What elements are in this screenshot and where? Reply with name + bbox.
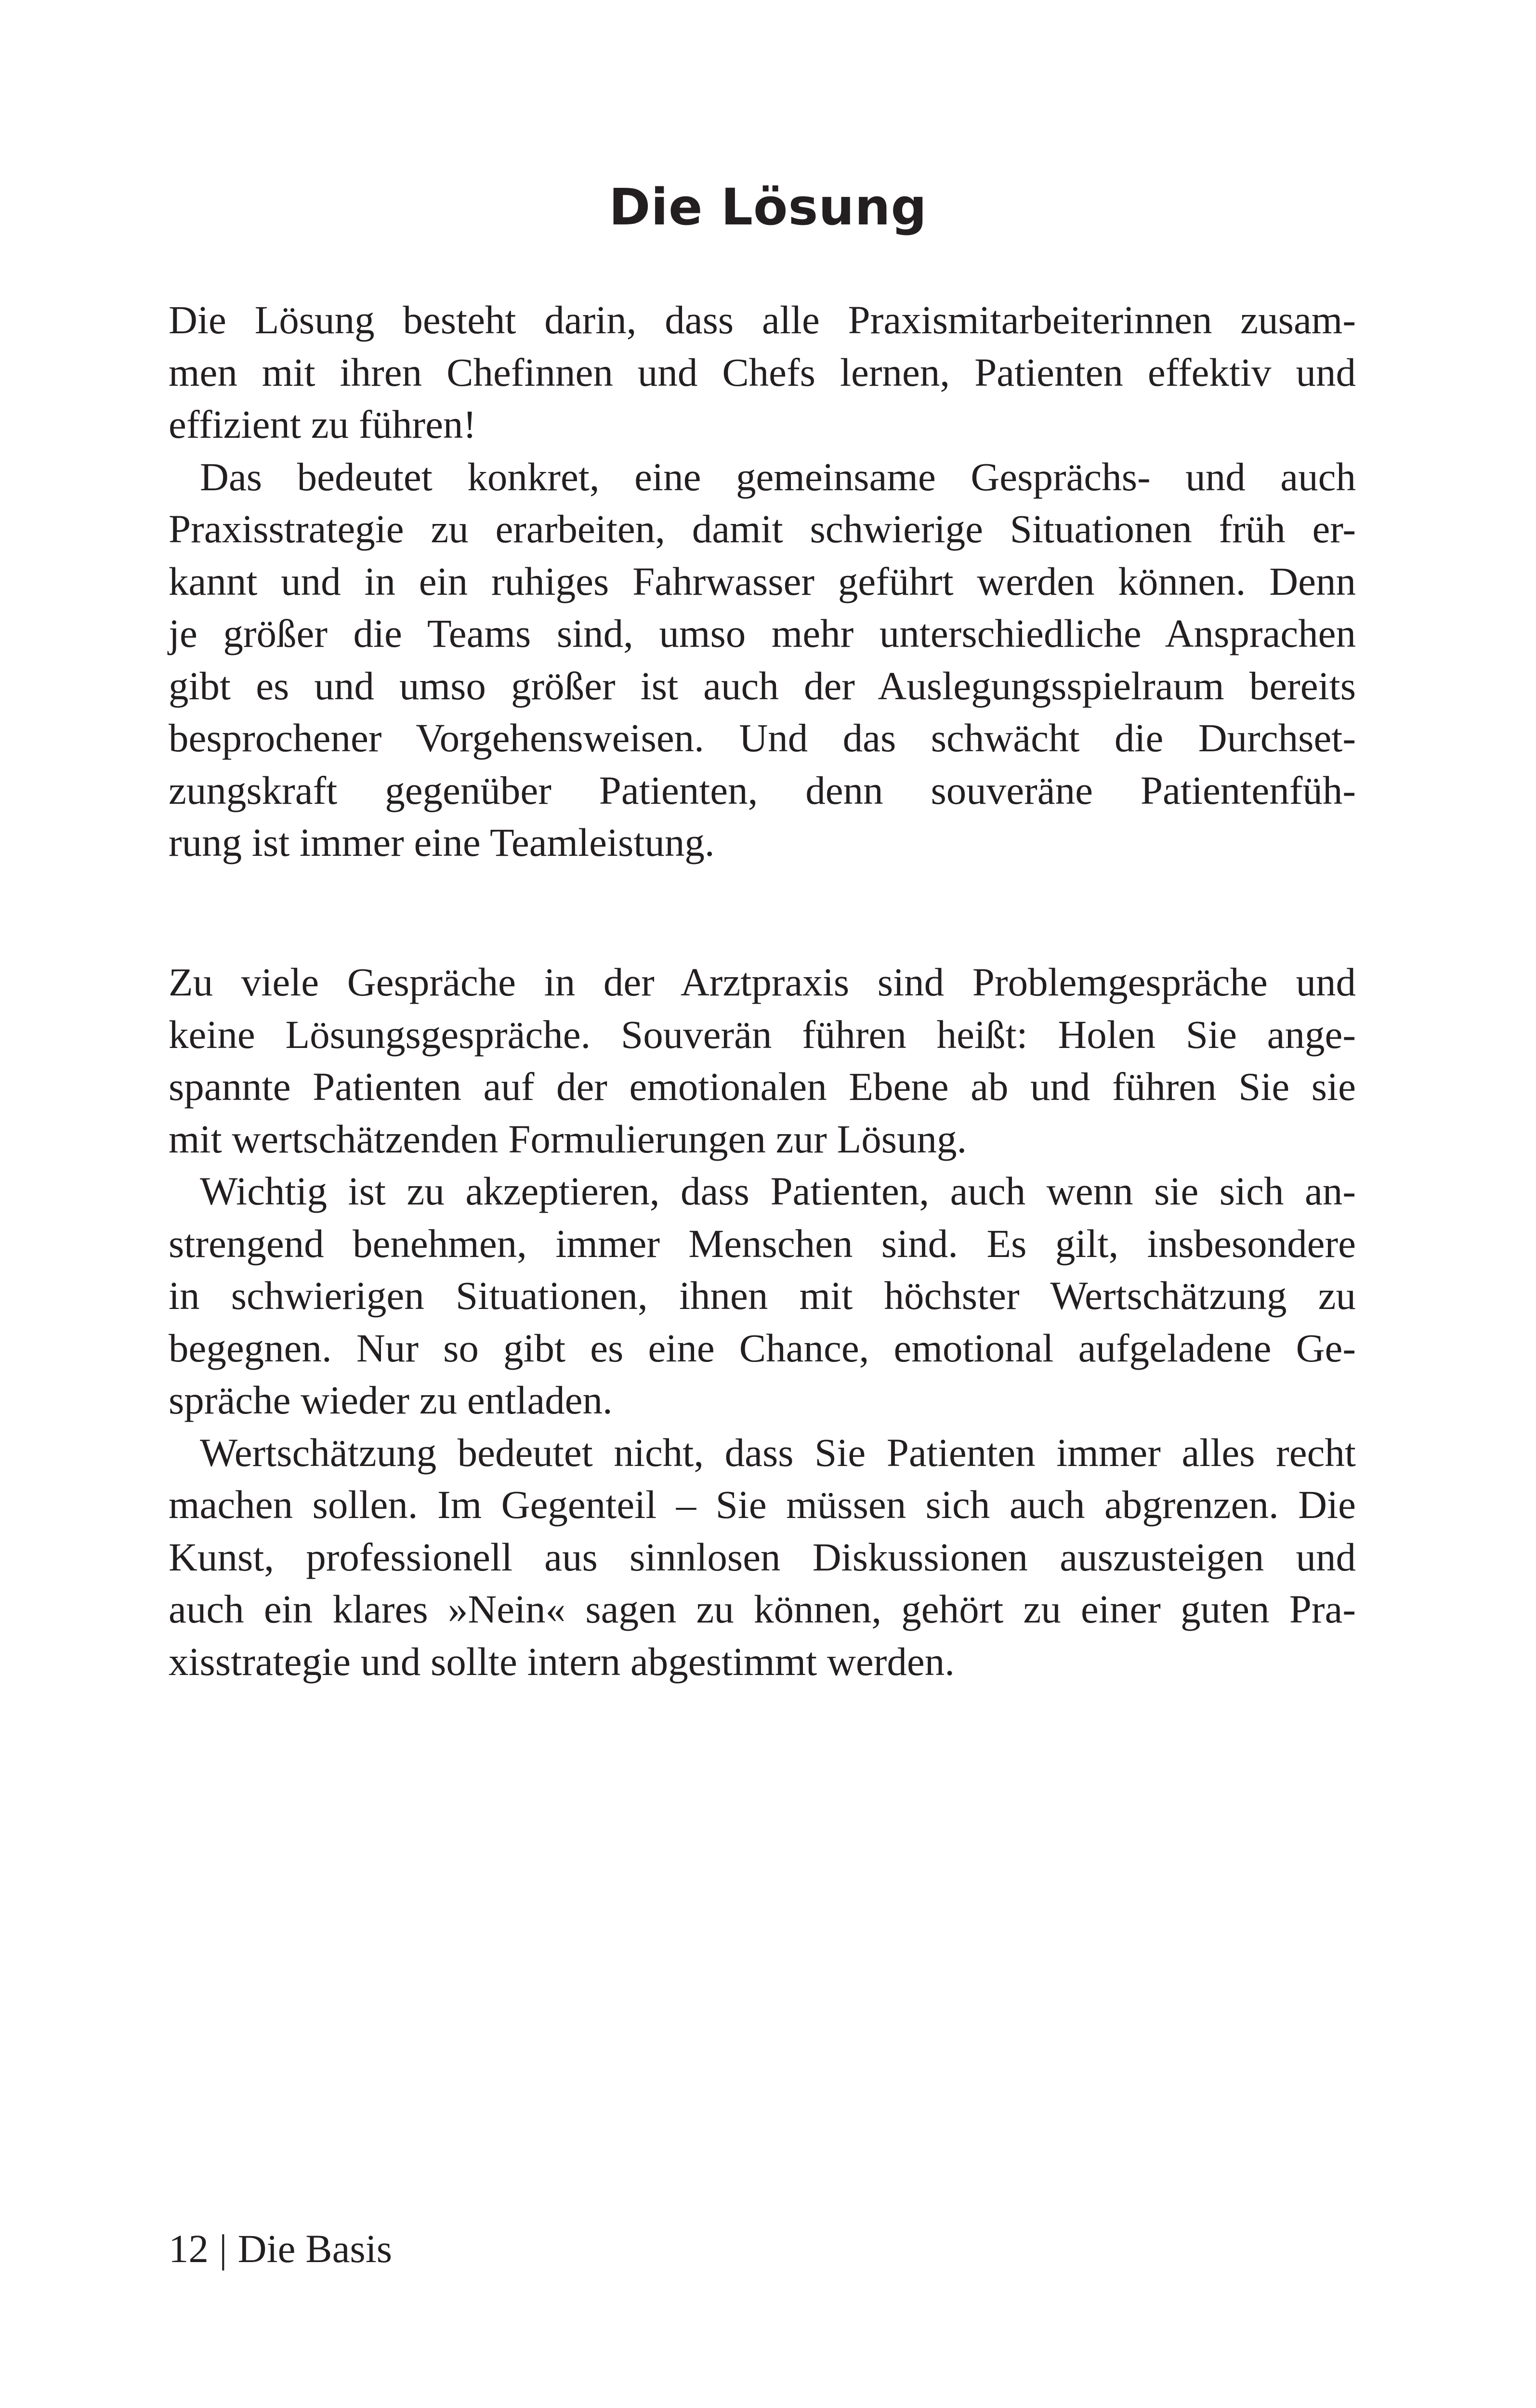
text-block-2 — [169, 956, 1356, 1688]
text-line: auch ein klares »Nein« sagen zu können, gehört zu einer guten Pra- — [169, 1587, 1356, 1631]
footer-separator: | — [219, 2226, 227, 2271]
text-line: begegnen. Nur so gibt es eine Chance, emotional aufgeladene Ge- — [169, 1325, 1356, 1370]
text-block-1 — [169, 294, 1356, 869]
section-heading: Die Lösung — [609, 178, 927, 236]
text-line: Praxisstrategie zu erarbeiten, damit schwierige Situationen früh er- — [169, 507, 1356, 551]
text-line: spannte Patienten auf der emotionalen Ebene ab und führen Sie sie — [169, 1064, 1356, 1109]
text-line: strengend benehmen, immer Menschen sind. Es gilt, insbesondere — [169, 1221, 1356, 1266]
paragraph — [169, 956, 1356, 1165]
text-line: xisstrategie und sollte intern abgestimmt werden. — [169, 1639, 955, 1684]
text-line: Das bedeutet konkret, eine gemeinsame Gesprächs- und auch — [200, 454, 1356, 499]
text-line: Wertschätzung bedeutet nicht, dass Sie Patienten immer alles recht — [200, 1430, 1356, 1475]
text-line: besprochener Vorgehensweisen. Und das schwächt die Durchset- — [169, 716, 1356, 760]
text-line: keine Lösungsgespräche. Souverän führen heißt: Holen Sie ange- — [169, 1012, 1356, 1057]
text-line: mit wertschätzenden Formulierungen zur Lösung. — [169, 1116, 967, 1161]
text-line: rung ist immer eine Teamleistung. — [169, 820, 715, 864]
text-line: je größer die Teams sind, umso mehr unterschiedliche Ansprachen — [169, 611, 1356, 655]
text-line: machen sollen. Im Gegenteil – Sie müssen sich auch abgrenzen. Die — [169, 1482, 1356, 1527]
running-title: Die Basis — [237, 2226, 393, 2271]
text-line: in schwierigen Situationen, ihnen mit höchster Wertschätzung zu — [169, 1273, 1356, 1318]
text-line: Kunst, professionell aus sinnlosen Diskussionen auszusteigen und — [169, 1534, 1356, 1579]
page-number: 12 — [169, 2226, 209, 2271]
text-line: Wichtig ist zu akzeptieren, dass Patienten, auch wenn sie sich an- — [200, 1169, 1356, 1213]
paragraph — [169, 451, 1356, 869]
text-line: men mit ihren Chefinnen und Chefs lernen, Patienten effektiv und — [169, 350, 1356, 394]
text-line: zungskraft gegenüber Patienten, denn souveräne Patientenfüh- — [169, 768, 1356, 812]
text-line: gibt es und umso größer ist auch der Auslegungsspielraum bereits — [169, 663, 1356, 708]
text-line: Zu viele Gespräche in der Arztpraxis sind Problemgespräche und — [169, 960, 1356, 1004]
text-line: kannt und in ein ruhiges Fahrwasser geführt werden können. Denn — [169, 559, 1356, 603]
paragraph — [169, 1165, 1356, 1426]
text-line: effizient zu führen! — [169, 402, 477, 446]
paragraph — [169, 294, 1356, 451]
text-line: Die Lösung besteht darin, dass alle Praxismitarbeiterinnen zusam- — [169, 298, 1356, 342]
text-line: spräche wieder zu entladen. — [169, 1378, 613, 1422]
paragraph — [169, 1426, 1356, 1688]
page-footer — [169, 2223, 392, 2275]
